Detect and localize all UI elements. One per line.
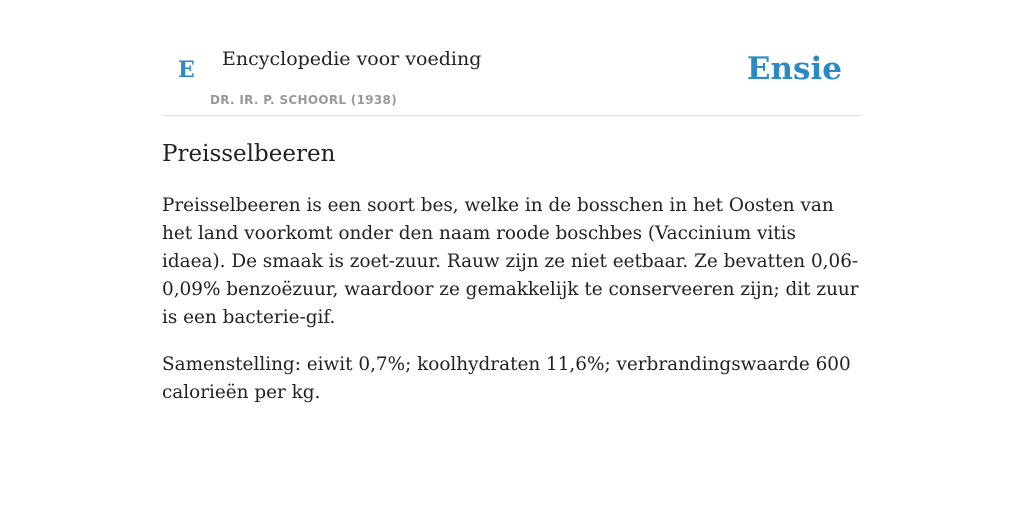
book-author: DR. IR. P. SCHOORL (1938) xyxy=(210,93,397,107)
ensie-logo-link[interactable]: Ensie xyxy=(746,51,842,87)
book-title-link[interactable]: Encyclopedie voor voeding xyxy=(222,48,482,70)
entry-title: Preisselbeeren xyxy=(162,141,336,167)
book-initial-icon[interactable]: E xyxy=(178,57,195,83)
entry-paragraph: Preisselbeeren is een soort bes, welke in de bosschen in het Oosten van het land voorkomt onder den naam roode boschbes (Vaccinium vitis idaea). De smaak is zoet-zuur. Rauw zijn ze niet eetbaar. Ze bevatten 0,06-0,09% benzoëzuur, waardoor ze gemakkelijk te conserveeren zijn; dit zuur is een bacterie-gif. xyxy=(162,195,859,328)
book-header xyxy=(162,0,862,116)
entry-body xyxy=(162,192,862,426)
page-content xyxy=(162,0,862,403)
entry-paragraph: Samenstelling: eiwit 0,7%; koolhydraten 11,6%; verbrandingswaarde 600 calorieën per kg. xyxy=(162,354,851,403)
